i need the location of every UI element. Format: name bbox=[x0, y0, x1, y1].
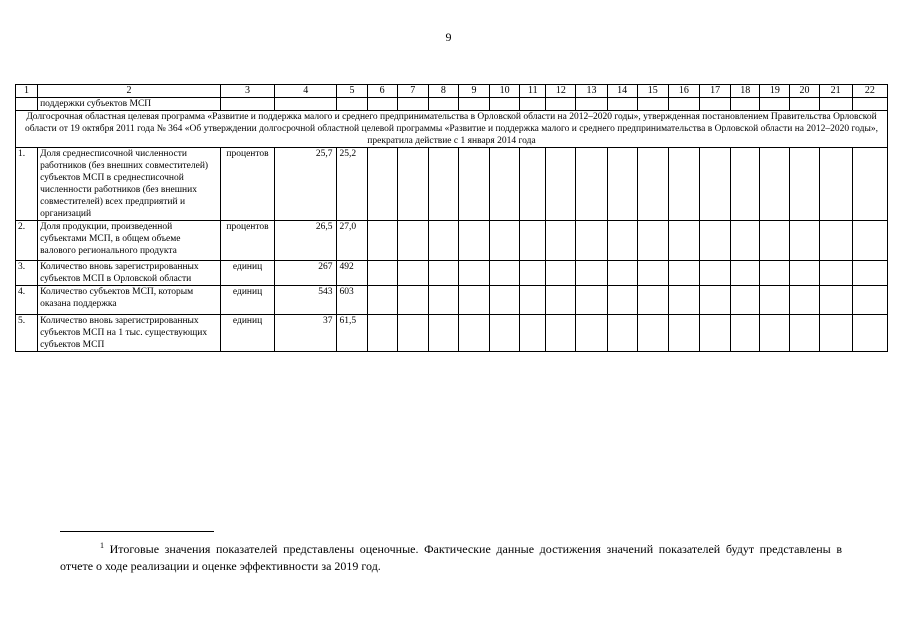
empty-cell bbox=[490, 315, 520, 352]
col-header: 12 bbox=[546, 85, 576, 98]
empty-cell bbox=[700, 286, 731, 315]
col-header: 3 bbox=[220, 85, 274, 98]
table-cell bbox=[790, 98, 819, 111]
indicator-name: Количество субъектов МСП, которым оказана поддержка bbox=[38, 286, 221, 315]
table-cell bbox=[16, 98, 38, 111]
empty-cell bbox=[490, 221, 520, 261]
empty-cell bbox=[520, 261, 546, 286]
empty-cell bbox=[546, 261, 576, 286]
table-cell bbox=[668, 98, 699, 111]
empty-cell bbox=[576, 286, 607, 315]
col-header: 1 bbox=[16, 85, 38, 98]
table-cell bbox=[220, 98, 274, 111]
continuation-text: поддержки субъектов МСП bbox=[38, 98, 221, 111]
empty-cell bbox=[428, 221, 458, 261]
value-col4: 543 bbox=[275, 286, 337, 315]
table-cell bbox=[367, 98, 397, 111]
table-row bbox=[16, 315, 888, 352]
empty-cell bbox=[668, 315, 699, 352]
table-cell bbox=[428, 98, 458, 111]
empty-cell bbox=[520, 148, 546, 221]
col-header: 16 bbox=[668, 85, 699, 98]
empty-cell bbox=[520, 286, 546, 315]
table-cell bbox=[731, 98, 760, 111]
empty-cell bbox=[790, 261, 819, 286]
empty-cell bbox=[607, 148, 637, 221]
footnote bbox=[60, 537, 842, 575]
indicator-name: Количество вновь зарегистрированных субъектов МСП в Орловской области bbox=[38, 261, 221, 286]
empty-cell bbox=[367, 315, 397, 352]
empty-cell bbox=[397, 221, 428, 261]
empty-cell bbox=[607, 315, 637, 352]
empty-cell bbox=[852, 286, 887, 315]
empty-cell bbox=[760, 315, 790, 352]
empty-cell bbox=[637, 221, 668, 261]
col-header: 14 bbox=[607, 85, 637, 98]
empty-cell bbox=[790, 286, 819, 315]
col-header: 19 bbox=[760, 85, 790, 98]
table-cell bbox=[490, 98, 520, 111]
empty-cell bbox=[458, 148, 489, 221]
empty-cell bbox=[576, 221, 607, 261]
table-cell bbox=[819, 98, 852, 111]
empty-cell bbox=[731, 315, 760, 352]
value-col5: 27,0 bbox=[337, 221, 367, 261]
empty-cell bbox=[520, 315, 546, 352]
row-number: 2. bbox=[16, 221, 38, 261]
table-cell bbox=[275, 98, 337, 111]
empty-cell bbox=[546, 286, 576, 315]
empty-cell bbox=[668, 221, 699, 261]
empty-cell bbox=[637, 148, 668, 221]
col-header: 9 bbox=[458, 85, 489, 98]
empty-cell bbox=[490, 148, 520, 221]
empty-cell bbox=[397, 315, 428, 352]
empty-cell bbox=[397, 261, 428, 286]
empty-cell bbox=[668, 261, 699, 286]
empty-cell bbox=[520, 221, 546, 261]
page-number: 9 bbox=[445, 30, 452, 44]
empty-cell bbox=[607, 261, 637, 286]
program-note-row bbox=[16, 111, 888, 148]
empty-cell bbox=[819, 261, 852, 286]
col-header: 2 bbox=[38, 85, 221, 98]
indicator-name: Доля продукции, произведенной субъектами МСП, в общем объеме валового регионального продукта bbox=[38, 221, 221, 261]
empty-cell bbox=[700, 148, 731, 221]
footnote-separator bbox=[60, 531, 214, 532]
indicators-table bbox=[15, 84, 888, 352]
empty-cell bbox=[668, 286, 699, 315]
empty-cell bbox=[607, 221, 637, 261]
value-col4: 26,5 bbox=[275, 221, 337, 261]
table-cell bbox=[607, 98, 637, 111]
empty-cell bbox=[367, 286, 397, 315]
indicator-name: Доля среднесписочной численности работников (без внешних совместителей) субъектов МСП в среднесписочной численности работников (без внешних совместителей) всех предприятий и организаций bbox=[38, 148, 221, 221]
table-row bbox=[16, 261, 888, 286]
value-col5: 603 bbox=[337, 286, 367, 315]
indicator-unit: процентов bbox=[220, 148, 274, 221]
row-number: 1. bbox=[16, 148, 38, 221]
empty-cell bbox=[819, 148, 852, 221]
empty-cell bbox=[852, 221, 887, 261]
empty-cell bbox=[852, 261, 887, 286]
table-row bbox=[16, 286, 888, 315]
value-col4: 37 bbox=[275, 315, 337, 352]
empty-cell bbox=[397, 148, 428, 221]
col-header: 17 bbox=[700, 85, 731, 98]
empty-cell bbox=[546, 148, 576, 221]
empty-cell bbox=[637, 261, 668, 286]
table-cell bbox=[337, 98, 367, 111]
row-number: 5. bbox=[16, 315, 38, 352]
col-header: 21 bbox=[819, 85, 852, 98]
col-header: 6 bbox=[367, 85, 397, 98]
empty-cell bbox=[790, 315, 819, 352]
empty-cell bbox=[760, 148, 790, 221]
col-header: 15 bbox=[637, 85, 668, 98]
empty-cell bbox=[700, 315, 731, 352]
col-header: 5 bbox=[337, 85, 367, 98]
row-number: 4. bbox=[16, 286, 38, 315]
empty-cell bbox=[576, 261, 607, 286]
empty-cell bbox=[637, 286, 668, 315]
col-header: 10 bbox=[490, 85, 520, 98]
col-header: 11 bbox=[520, 85, 546, 98]
empty-cell bbox=[367, 261, 397, 286]
empty-cell bbox=[731, 221, 760, 261]
empty-cell bbox=[668, 148, 699, 221]
col-header: 22 bbox=[852, 85, 887, 98]
empty-cell bbox=[490, 261, 520, 286]
table-cell bbox=[637, 98, 668, 111]
empty-cell bbox=[852, 148, 887, 221]
col-header: 18 bbox=[731, 85, 760, 98]
empty-cell bbox=[576, 315, 607, 352]
value-col4: 25,7 bbox=[275, 148, 337, 221]
col-header: 4 bbox=[275, 85, 337, 98]
empty-cell bbox=[458, 315, 489, 352]
empty-cell bbox=[428, 286, 458, 315]
row-number: 3. bbox=[16, 261, 38, 286]
empty-cell bbox=[760, 286, 790, 315]
empty-cell bbox=[458, 261, 489, 286]
table-cell bbox=[700, 98, 731, 111]
column-number-row bbox=[16, 85, 888, 98]
col-header: 20 bbox=[790, 85, 819, 98]
value-col5: 25,2 bbox=[337, 148, 367, 221]
col-header: 7 bbox=[397, 85, 428, 98]
col-header: 8 bbox=[428, 85, 458, 98]
empty-cell bbox=[367, 221, 397, 261]
empty-cell bbox=[731, 148, 760, 221]
table-cell bbox=[760, 98, 790, 111]
empty-cell bbox=[397, 286, 428, 315]
empty-cell bbox=[700, 261, 731, 286]
empty-cell bbox=[458, 221, 489, 261]
table-cell bbox=[546, 98, 576, 111]
empty-cell bbox=[700, 221, 731, 261]
empty-cell bbox=[428, 148, 458, 221]
indicator-unit: единиц bbox=[220, 286, 274, 315]
footnote-text: Итоговые значения показателей представлены оценочные. Фактические данные достижения значений показателей будут представлены в отчете о ходе реализации и оценке эффективности за 2019 год. bbox=[60, 542, 843, 573]
empty-cell bbox=[458, 286, 489, 315]
empty-cell bbox=[760, 261, 790, 286]
empty-cell bbox=[490, 286, 520, 315]
empty-cell bbox=[819, 221, 852, 261]
empty-cell bbox=[428, 261, 458, 286]
table-cell bbox=[576, 98, 607, 111]
empty-cell bbox=[790, 221, 819, 261]
value-col5: 492 bbox=[337, 261, 367, 286]
indicator-unit: единиц bbox=[220, 261, 274, 286]
table-cell bbox=[458, 98, 489, 111]
empty-cell bbox=[576, 148, 607, 221]
empty-cell bbox=[367, 148, 397, 221]
empty-cell bbox=[731, 286, 760, 315]
table-row bbox=[16, 221, 888, 261]
table-row bbox=[16, 148, 888, 221]
empty-cell bbox=[607, 286, 637, 315]
indicator-name: Количество вновь зарегистрированных субъектов МСП на 1 тыс. существующих субъектов МСП bbox=[38, 315, 221, 352]
empty-cell bbox=[819, 315, 852, 352]
table-cell bbox=[852, 98, 887, 111]
empty-cell bbox=[546, 315, 576, 352]
empty-cell bbox=[637, 315, 668, 352]
program-note: Долгосрочная областная целевая программа «Развитие и поддержка малого и среднего предпринимательства в Орловской области на 2012–2020 годы», утвержденная постановлением Правительства Орловской области от 19 октября 2011 года № 364 «Об утверждении долгосрочной областной целевой программы «Развитие и поддержка малого и среднего предпринимательства в Орловской области на 2012–2020 годы», прекратила действие с 1 января 2014 года bbox=[16, 111, 888, 148]
indicator-unit: единиц bbox=[220, 315, 274, 352]
empty-cell bbox=[760, 221, 790, 261]
empty-cell bbox=[428, 315, 458, 352]
empty-cell bbox=[852, 315, 887, 352]
indicator-unit: процентов bbox=[220, 221, 274, 261]
value-col4: 267 bbox=[275, 261, 337, 286]
table-cell bbox=[397, 98, 428, 111]
empty-cell bbox=[819, 286, 852, 315]
continuation-row bbox=[16, 98, 888, 111]
empty-cell bbox=[546, 221, 576, 261]
empty-cell bbox=[731, 261, 760, 286]
col-header: 13 bbox=[576, 85, 607, 98]
footnote-mark: 1 bbox=[100, 541, 104, 550]
table-cell bbox=[520, 98, 546, 111]
empty-cell bbox=[790, 148, 819, 221]
value-col5: 61,5 bbox=[337, 315, 367, 352]
